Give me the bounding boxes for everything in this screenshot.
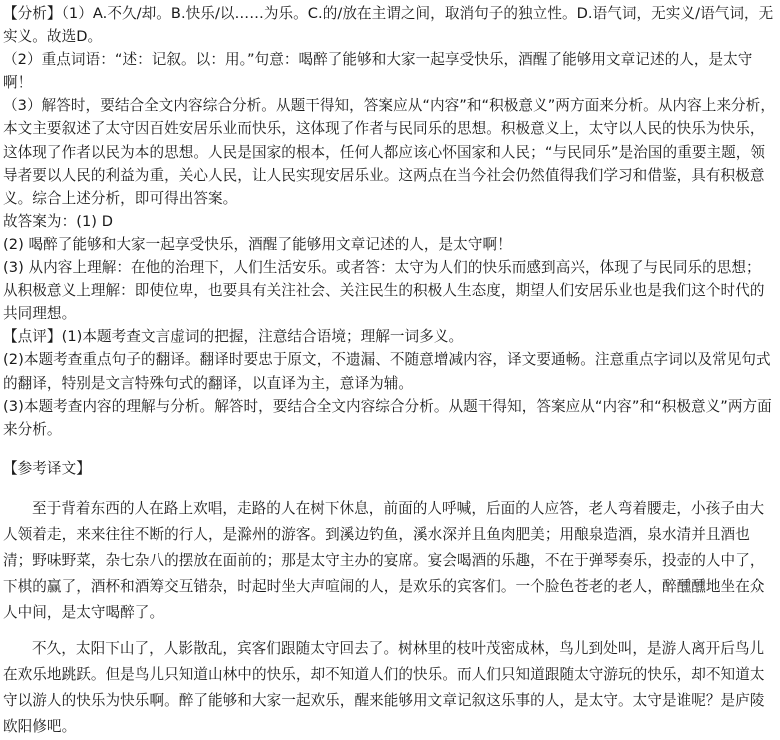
translation-paragraph-1: 至于背着东西的人在路上欢唱，走路的人在树下休息，前面的人呼喊，后面的人应答，老人弯着腰走，小孩子由大人领着走，来来往往不断的行人，是滁州的游客。到溪边钓鱼，溪水深并且鱼肉肥美；用酿泉造酒，泉水清并且酒也清；野味野菜，杂七杂八的摆放在面前的；那是太守主办的宴席。宴会喝酒的乐趣，不在于弹琴奏乐，投壶的人中了，下棋的赢了，酒杯和酒筹交互错杂，时起时坐大声喧闹的人，是欢乐的宾客们。一个脸色苍老的老人，醉醺醺地坐在众人中间，是太守喝醉了。: [3, 499, 765, 621]
comment-line-3: (3)本题考查内容的理解与分析。解答时，要结合全文内容综合分析。从题干得知，答案应从“内容”和“积极意义”两方面来分析。: [3, 397, 772, 438]
analysis-paragraph-2: （2）重点词语：“述：记叙。以：用。”句意：喝醉了能够和大家一起享受快乐，酒醒了能够用文章记述的人，是太守啊！: [3, 51, 753, 92]
translation-heading: 【参考译文】: [3, 459, 91, 477]
comment-line-1: 【点评】(1)本题考查文言虚词的把握，注意结合语境；理解一词多义。: [3, 328, 464, 346]
spacer: [3, 480, 775, 496]
spacer: [3, 441, 775, 457]
comment-line-2: (2)本题考查重点句子的翻译。翻译时要忠于原文，不遗漏、不随意增减内容，译文要通畅。注意重点字词以及常见句式的翻译，特别是文言特殊句式的翻译，以直译为主，意译为辅。: [3, 351, 771, 392]
document-body: [3, 2, 775, 740]
translation-paragraph-2: 不久，太阳下山了，人影散乱，宾客们跟随太守回去了。树林里的枝叶茂密成林，鸟儿到处叫，是游人离开后鸟儿在欢乐地跳跃。但是鸟儿只知道山林中的快乐，却不知道人们的快乐。而人们只知道跟随太守游玩的快乐，却不知道太守以游人的快乐为快乐啊。醉了能够和大家一起欢乐，醒来能够用文章记叙这乐事的人，是太守。太守是谁呢？是庐陵欧阳修吧。: [3, 639, 765, 735]
answer-line-3: (3) 从内容上理解：在他的治理下，人们生活安乐。或者答：太守为人们的快乐而感到高兴，体现了与民同乐的思想；从积极意义上理解：即使位卑，也要具有关注社会、关注民生的积极人生态度，期望人们安居乐业也是我们这个时代的共同理想。: [3, 259, 765, 323]
answer-line-1: 故答案为：(1) D: [3, 212, 114, 230]
answer-line-2: (2) 喝醉了能够和大家一起享受快乐，酒醒了能够用文章记述的人，是太守啊！: [3, 235, 512, 253]
spacer: [3, 626, 775, 636]
analysis-paragraph-3: （3）解答时，要结合全文内容综合分析。从题干得知，答案应从“内容”和“积极意义”两方面来分析。从内容上来分析，本文主要叙述了太守因百姓安居乐业而快乐，这体现了作者与民同乐的思想。积极意义上，太守以人民的快乐为快乐，这体现了作者以民为本的思想。人民是国家的根本，任何人都应该心怀国家和人民；“与民同乐”是治国的重要主题，领导者要以人民的利益为重，关心人民，让人民实现安居乐业。这两点在当今社会仍然值得我们学习和借鉴，具有积极意义。综合上述分析，即可得出答案。: [3, 97, 775, 207]
analysis-paragraph-1: 【分析】（1）A.不久/却。B.快乐/以……为乐。C.的/放在主谓之间，取消句子的独立性。D.语气词，无实义/语气词，无实义。故选D。: [3, 5, 774, 46]
